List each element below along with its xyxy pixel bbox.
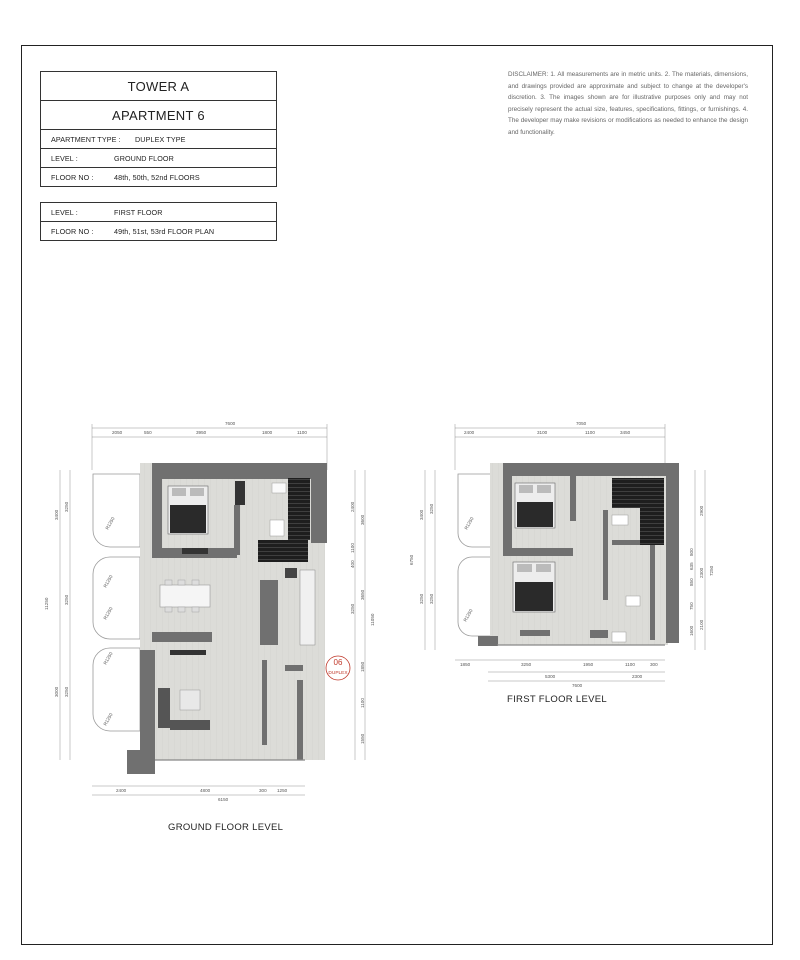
dim-label: 6750	[409, 554, 414, 565]
dim-label: 550	[144, 430, 152, 435]
dim-label: 1600	[689, 625, 694, 636]
dim-label: 3250	[64, 501, 69, 512]
dim-label: 800	[689, 548, 694, 556]
info-value: 49th, 51st, 53rd FLOOR PLAN	[114, 226, 215, 236]
unit-tag-number: 06	[333, 658, 343, 667]
info-label: FLOOR NO :	[51, 226, 94, 236]
dim-label: 1100	[585, 430, 595, 435]
dim-label: 2300	[632, 674, 643, 679]
dim-label: 3100	[537, 430, 548, 435]
dim-label: 4800	[200, 788, 211, 793]
gf-kitchen-counter	[300, 570, 315, 645]
dim-label: R1250	[463, 516, 475, 531]
dim-label: 400	[350, 560, 355, 568]
dim-label: 1250	[277, 788, 288, 793]
dim-label: 3250	[419, 593, 424, 604]
gf-pillow	[190, 488, 204, 496]
dim-label: 1950	[583, 662, 594, 667]
dim-label: 1100	[625, 662, 635, 667]
info-value: FIRST FLOOR	[114, 207, 163, 217]
dim-label: 3400	[54, 509, 59, 520]
dim-label: 1100	[360, 698, 365, 708]
gf-sofa	[170, 720, 210, 730]
gf-tv-unit	[182, 548, 208, 554]
dim-label: 750	[689, 602, 694, 610]
dim-label: 3250	[350, 603, 355, 614]
dim-label: 300	[259, 788, 267, 793]
dim-label: R1250	[104, 516, 116, 531]
info-label: APARTMENT TYPE :	[51, 134, 121, 144]
dim-label: 3250	[429, 593, 434, 604]
dim-label: 1100	[350, 543, 355, 553]
dim-label: 7050	[576, 421, 587, 426]
gf-dining-table	[160, 585, 210, 607]
dim-label: 3250	[521, 662, 532, 667]
first-floor-title: FIRST FLOOR LEVEL	[507, 694, 607, 705]
dim-label: 2300	[699, 567, 704, 578]
ff-bed-cover	[515, 582, 553, 611]
gf-toilet	[272, 483, 286, 493]
info-label: FLOOR NO :	[51, 172, 94, 182]
gf-pillow	[172, 488, 186, 496]
info-value: GROUND FLOOR	[114, 153, 174, 163]
gf-sofa	[158, 688, 170, 728]
dim-label: 7250	[709, 565, 714, 576]
dim-label: 635	[689, 562, 694, 570]
gf-tv-unit-living	[170, 650, 206, 655]
dim-label: 2400	[464, 430, 475, 435]
dim-label: 11050	[370, 613, 375, 626]
first-floor-plan	[409, 421, 714, 688]
dim-label: 1550	[360, 733, 365, 744]
dim-label: R1250	[102, 651, 114, 666]
ff-pillow	[537, 485, 551, 493]
dim-label: 11250	[44, 597, 49, 610]
dim-label: 3250	[64, 686, 69, 697]
tower-name: TOWER A	[127, 78, 190, 94]
ground-floor-plan	[44, 421, 375, 802]
ff-basin	[612, 515, 628, 525]
dim-label: 850	[689, 578, 694, 586]
dim-label: 2100	[699, 619, 704, 630]
dim-label: 1800	[262, 430, 273, 435]
ff-toilet	[626, 596, 640, 606]
dim-label: 2400	[116, 788, 127, 793]
info-label: LEVEL :	[51, 207, 78, 217]
disclaimer-text: DISCLAIMER: 1. All measurements are in metric units. 2. The materials, dimensions, and drawings provided are approximate and subject to change at the developer's discretion. 3. The images shown are for illustrative purposes only and may not precisely represent the actual size, features, specifications, fittings, or furnishings. 4. The developer may make revisions or modifications as needed to enhance the design and functionality.	[508, 71, 748, 136]
terraces	[93, 474, 140, 731]
gf-wardrobe	[235, 481, 245, 505]
dim-label: 2050	[112, 430, 123, 435]
ff-pillow	[536, 564, 551, 572]
dim-label: 2400	[350, 501, 355, 512]
dim-label: 3450	[620, 430, 631, 435]
dim-label: 3250	[64, 594, 69, 605]
dim-label: R1250	[102, 606, 114, 621]
gf-staircase	[258, 540, 308, 562]
dim-label: 3000	[54, 686, 59, 697]
ff-basin	[612, 632, 626, 642]
gf-coffee-table	[180, 690, 200, 710]
unit-tag-label: DUPLEX	[328, 671, 348, 676]
ff-bed-cover	[517, 502, 553, 527]
dim-label: R1250	[102, 712, 114, 727]
dim-label: 7600	[572, 683, 583, 688]
apartment-name: APARTMENT 6	[41, 100, 276, 129]
ff-pillow	[519, 485, 533, 493]
ground-floor-title: GROUND FLOOR LEVEL	[168, 822, 284, 833]
info-label: LEVEL :	[51, 153, 78, 163]
dim-label: 5300	[545, 674, 556, 679]
dim-label: 1100	[297, 430, 307, 435]
ff-staircase	[612, 478, 664, 508]
dim-label: 3400	[419, 509, 424, 520]
dim-label: 3600	[360, 514, 365, 525]
dim-label: R1250	[102, 574, 114, 589]
dim-label: 1850	[360, 661, 365, 672]
ff-pillow	[517, 564, 532, 572]
dim-label: 7600	[225, 421, 236, 426]
dim-label: 6150	[218, 797, 229, 802]
dim-label: 3650	[360, 589, 365, 600]
dim-label: 3250	[429, 503, 434, 514]
gf-staircase-upper	[288, 478, 310, 540]
dim-label: 2900	[699, 505, 704, 516]
info-value: 48th, 50th, 52nd FLOORS	[114, 172, 200, 182]
info-value: DUPLEX TYPE	[135, 134, 186, 144]
dim-label: R1250	[462, 608, 474, 623]
dim-label: 1850	[460, 662, 471, 667]
gf-bed-cover	[170, 505, 206, 533]
ff-staircase-lower	[640, 505, 664, 545]
gf-fridge	[285, 568, 297, 578]
dim-label: 3950	[196, 430, 207, 435]
gf-basin	[270, 520, 284, 536]
dim-label: 300	[650, 662, 658, 667]
